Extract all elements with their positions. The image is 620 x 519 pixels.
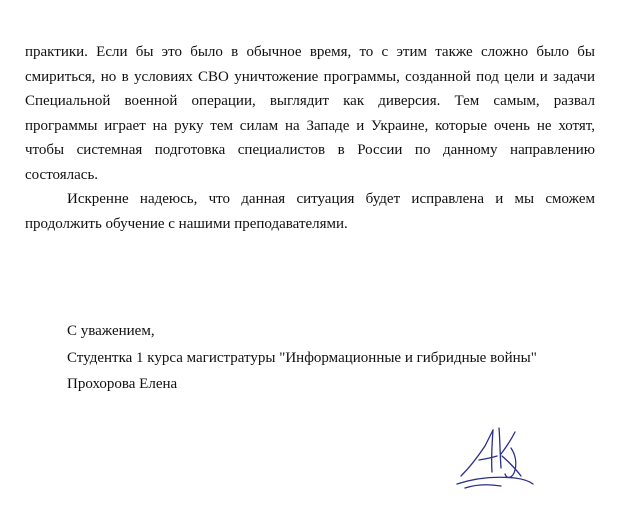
- closing-greeting: С уважением,: [67, 323, 155, 339]
- paragraph-1-line: чтобы системная подготовка специалистов в России по данному направлению: [25, 142, 595, 158]
- paragraph-2: [25, 187, 595, 236]
- paragraph-1-line: смириться, но в условиях СВО уничтожение программы, созданной под цели и задачи: [25, 68, 595, 85]
- paragraph-1-line: практики. Если бы это было в обычное время, то с этим также сложно было бы: [25, 44, 595, 60]
- paragraph-1: [25, 40, 595, 187]
- letter-body: [25, 40, 595, 236]
- letter-closing: [67, 318, 537, 398]
- paragraph-2-line: Искренне надеюсь, что данная ситуация будет исправлена и мы сможем: [67, 191, 595, 207]
- closing-position: Студентка 1 курса магистратуры "Информационные и гибридные войны": [67, 349, 537, 366]
- paragraph-2-line: продолжить обучение с нашими преподавателями.: [25, 215, 348, 232]
- handwritten-signature: [455, 418, 545, 498]
- paragraph-1-line: состоялась.: [25, 166, 99, 183]
- paragraph-1-line: программы играет на руку тем силам на Западе и Украине, которые очень не хотят,: [25, 117, 595, 134]
- paragraph-1-line: Специальной военной операции, выглядит как диверсия. Тем самым, развал: [25, 93, 595, 109]
- closing-name: Прохорова Елена: [67, 376, 178, 392]
